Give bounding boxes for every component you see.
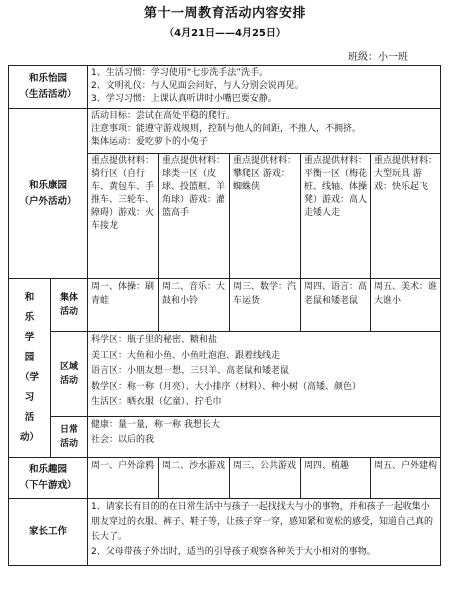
- list-item: 科学区：瓶子里的秘密、糖和盐: [91, 335, 218, 345]
- group-activity-day: 周二、音乐：大鼓和小铃: [159, 279, 230, 332]
- outdoor-area: 重点提供材料：平衡一区（梅花桩、线轴、体操凳）游戏：高人走矮人走: [301, 154, 371, 279]
- group-activity-day: 周四、语言：高老鼠和矮老鼠: [301, 279, 371, 332]
- parents-content: [88, 499, 441, 566]
- outdoor-row: [9, 109, 441, 154]
- afternoon-day: 周三、公共游戏: [230, 458, 301, 499]
- outdoor-info: [88, 109, 441, 154]
- group-activity-day: 周三、数学：汽车运货: [230, 279, 301, 332]
- learning-zone-row: [9, 332, 441, 417]
- outdoor-area: 重点提供材料：攀爬区 游戏：蜘蛛侠: [230, 154, 301, 279]
- outdoor-note: 注意事项：能遵守游戏规则，控制与他人的间距，不推人，不拥挤。: [91, 124, 362, 134]
- outdoor-area: 重点提供材料：大型玩具 游戏：快乐起飞: [371, 154, 441, 279]
- date-range: （4月21日——4月25日）: [164, 28, 286, 39]
- zone-activity-content: [88, 332, 441, 417]
- parents-header: 家长工作: [9, 499, 88, 566]
- list-item: 数学区：称一称（月亮）、大小排序（材料）、种小树（高矮、颜色）: [91, 381, 362, 392]
- zone-activity-label: 区域 活动: [51, 332, 88, 417]
- learning-daily-row: [9, 417, 441, 458]
- afternoon-day: 周五、户外建构: [371, 458, 441, 499]
- outdoor-area: 重点提供材料：球类一区（皮球、投篮框、羊角球）游戏：灌篮高手: [159, 154, 230, 279]
- outdoor-header: 和乐康园 （户外活动）: [9, 109, 88, 279]
- learning-group-row: [9, 279, 441, 332]
- afternoon-header: 和乐趣园 （下午游戏）: [9, 458, 88, 499]
- list-item: 2、文明礼仪：与人见面会问好，与人分别会说再见。: [91, 81, 304, 91]
- group-activity-day: 周五、美术：谁大谁小: [371, 279, 441, 332]
- class-label: 班级：小一班: [348, 52, 408, 63]
- outdoor-group: 集体运动：爱吃萝卜的小兔子: [91, 137, 209, 147]
- parents-row: [9, 499, 441, 566]
- group-activity-label: 集体 活动: [51, 279, 88, 332]
- list-item: 语言区：小朋友想一想、三只羊、高老鼠和矮老鼠: [91, 366, 290, 376]
- life-header: 和乐怡园 （生活活动）: [9, 66, 88, 109]
- list-item: 生活区：晒衣服（亿童）、拧毛巾: [91, 397, 222, 407]
- list-item: 1、请家长有目的的在日常生活中与孩子一起找找大与小的事物，并和孩子一起收集小朋友穿过的衣服、裤子、鞋子等，让孩子穿一穿，感知紧和宽松的感受，知道自己真的长大了。: [91, 502, 434, 542]
- afternoon-day: 周二、沙水游戏: [159, 458, 230, 499]
- afternoon-row: [9, 458, 441, 499]
- list-item: 3、学习习惯：上课认真听讲时小嘴巴要安静。: [91, 94, 277, 104]
- daily-activity-content: [88, 417, 441, 458]
- list-item: 美工区：大鱼和小鱼、小鱼吐泡泡、跟着线线走: [91, 350, 281, 361]
- list-item: 1、生活习惯：学习使用“七步洗手法”洗手。: [91, 68, 269, 78]
- outdoor-goal: 活动目标：尝试在高处平稳的爬行。: [91, 111, 236, 121]
- page-title: 第十一周教育活动内容安排: [143, 6, 306, 21]
- outdoor-area: 重点提供材料：骑行区（自行车、黄包车、手推车、三轮车、障碍）游戏：火车接龙: [88, 154, 159, 279]
- afternoon-day: 周一、户外涂鸦: [88, 458, 159, 499]
- schedule-table: [8, 65, 441, 566]
- list-item: 2、父母带孩子外出时，适当的引导孩子观察各种关于大小相对的事物。: [91, 547, 376, 557]
- life-content: [88, 66, 441, 109]
- list-item: 健康：量一量，称一称 我想长大: [91, 420, 220, 430]
- group-activity-day: 周一、体操：刷青蛙: [88, 279, 159, 332]
- life-row: [9, 66, 441, 109]
- daily-activity-label: 日常 活动: [51, 417, 88, 458]
- learning-header: 和 乐 学 园 （学 习 活 动）: [9, 279, 51, 458]
- afternoon-day: 周四、植趣: [301, 458, 371, 499]
- list-item: 社会：以后的我: [91, 435, 155, 445]
